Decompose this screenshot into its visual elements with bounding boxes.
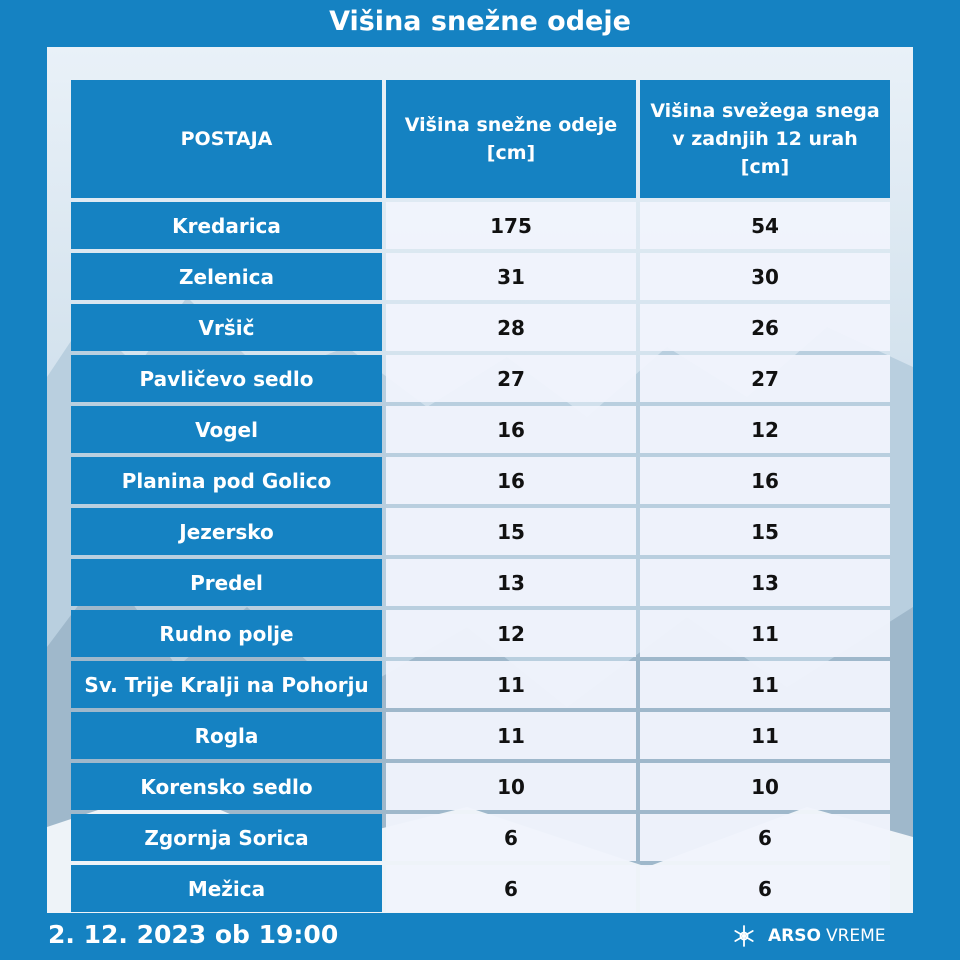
arso-vreme-logo <box>732 924 886 948</box>
fresh-snow-value: 27 <box>640 355 890 402</box>
snow-depth-value: 16 <box>386 457 636 504</box>
table-row <box>71 202 890 249</box>
station-name: Kredarica <box>71 202 382 249</box>
fresh-snow-value: 26 <box>640 304 890 351</box>
table-row <box>71 763 890 810</box>
table-row <box>71 865 890 912</box>
snowflake-sun-icon <box>732 924 756 948</box>
snow-depth-value: 13 <box>386 559 636 606</box>
table-row <box>71 814 890 861</box>
fresh-snow-value: 11 <box>640 661 890 708</box>
snow-depth-value: 6 <box>386 814 636 861</box>
station-name: Sv. Trije Kralji na Pohorju <box>71 661 382 708</box>
header-snow-depth: Višina snežne odeje [cm] <box>386 80 636 198</box>
station-name: Jezersko <box>71 508 382 555</box>
station-name: Rogla <box>71 712 382 759</box>
table-row <box>71 406 890 453</box>
snow-depth-value: 10 <box>386 763 636 810</box>
snow-depth-value: 12 <box>386 610 636 657</box>
fresh-snow-value: 30 <box>640 253 890 300</box>
station-name: Vršič <box>71 304 382 351</box>
page-title: Višina snežne odeje <box>329 6 631 37</box>
snow-depth-table <box>67 76 894 913</box>
snow-depth-value: 11 <box>386 712 636 759</box>
table-row <box>71 457 890 504</box>
station-name: Zgornja Sorica <box>71 814 382 861</box>
snow-depth-value: 11 <box>386 661 636 708</box>
snow-depth-value: 16 <box>386 406 636 453</box>
table-row <box>71 304 890 351</box>
brand-name: ARSO <box>768 926 821 946</box>
table-row <box>71 508 890 555</box>
fresh-snow-value: 13 <box>640 559 890 606</box>
station-name: Korensko sedlo <box>71 763 382 810</box>
station-name: Predel <box>71 559 382 606</box>
snow-depth-value: 27 <box>386 355 636 402</box>
table-row <box>71 661 890 708</box>
station-name: Vogel <box>71 406 382 453</box>
fresh-snow-value: 11 <box>640 610 890 657</box>
snow-depth-value: 15 <box>386 508 636 555</box>
fresh-snow-value: 12 <box>640 406 890 453</box>
fresh-snow-value: 10 <box>640 763 890 810</box>
fresh-snow-value: 15 <box>640 508 890 555</box>
snow-depth-value: 175 <box>386 202 636 249</box>
fresh-snow-value: 6 <box>640 814 890 861</box>
fresh-snow-value: 54 <box>640 202 890 249</box>
snow-depth-value: 28 <box>386 304 636 351</box>
snow-depth-value: 6 <box>386 865 636 912</box>
timestamp: 2. 12. 2023 ob 19:00 <box>48 920 339 949</box>
header-row <box>71 80 890 198</box>
brand-subname: VREME <box>825 926 886 946</box>
table-row <box>71 355 890 402</box>
station-name: Planina pod Golico <box>71 457 382 504</box>
table-row <box>71 253 890 300</box>
fresh-snow-value: 6 <box>640 865 890 912</box>
station-name: Zelenica <box>71 253 382 300</box>
header-station: POSTAJA <box>71 80 382 198</box>
station-name: Rudno polje <box>71 610 382 657</box>
snow-depth-value: 31 <box>386 253 636 300</box>
table-row <box>71 610 890 657</box>
fresh-snow-value: 16 <box>640 457 890 504</box>
table-row <box>71 559 890 606</box>
station-name: Pavličevo sedlo <box>71 355 382 402</box>
table-panel <box>47 47 913 913</box>
table-row <box>71 712 890 759</box>
station-name: Mežica <box>71 865 382 912</box>
header-fresh-snow: Višina svežega snega v zadnjih 12 urah [cm] <box>640 80 890 198</box>
fresh-snow-value: 11 <box>640 712 890 759</box>
